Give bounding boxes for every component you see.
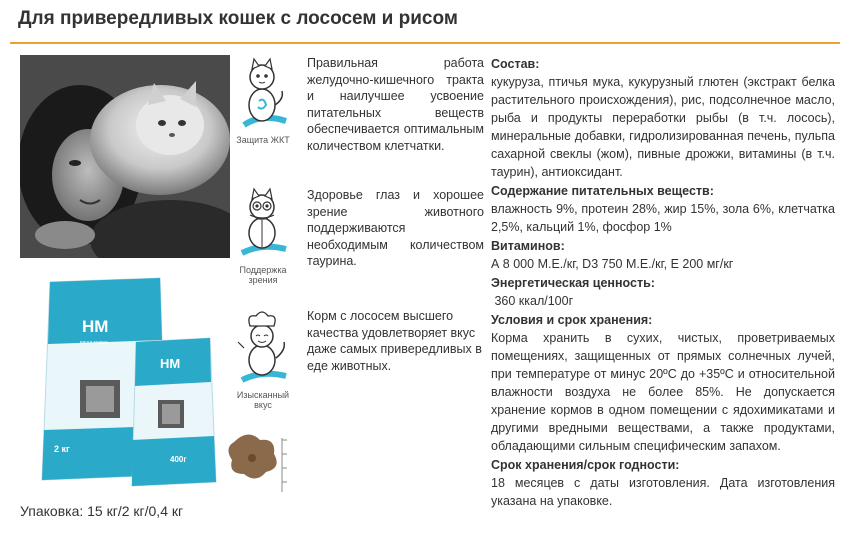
- title-divider: [10, 42, 840, 44]
- small-package-weight: 400г: [170, 455, 187, 464]
- vitamins-title: Витаминов:: [491, 239, 565, 253]
- woman-with-cat-photo: [20, 55, 230, 258]
- storage-title: Условия и срок хранения:: [491, 313, 653, 327]
- vitamins-text: А 8 000 М.Е./кг, D3 750 М.Е./кг, Е 200 мг/кг: [491, 257, 734, 271]
- shelf-life-title: Срок хранения/срок годности:: [491, 458, 680, 472]
- shelf-life-text: 18 месяцев с даты изготовления. Дата изготовления указана на упаковке.: [491, 476, 835, 508]
- page-title: Для привередливых кошек с лососем и рисом: [18, 8, 458, 29]
- feature-text: Здоровье глаз и хорошее зрение животного поддерживаются необходимым количеством таурина.: [307, 188, 484, 268]
- energy-text: 360 ккал/100г: [491, 294, 574, 308]
- storage-text: Корма хранить в сухих, чистых, проветриваемых помещениях, защищенных от прямых солнечных лучей, при температуре от минус 20ºС до +35ºС и относительной влажности воздуха не более 85%. Не допускается хранение кормов в одном помещении с ядохимикатами и другими вредными веществами, а также продуктами, обладающими сильным специфическим запахом.: [491, 331, 835, 453]
- energy-title: Энергетическая ценность:: [491, 276, 655, 290]
- nutrients-title: Содержание питательных веществ:: [491, 184, 714, 198]
- feature-caption: Защита ЖКТ: [236, 135, 290, 145]
- composition-text: кукуруза, птичья мука, кукурузный глютен (экстракт белка растительного происхождения), рис, подсолнечное масло, рыба и продукты переработки рыбы (в т.ч. лосось), минеральные добавки, гидролизированная печень, пульпа сахарной свеклы (жом), пивные дрожжи, витамины (в т.ч. таурин), антиоксидант.: [491, 75, 835, 179]
- large-package-brand-sub: ваша марка: [80, 340, 108, 346]
- product-info: [491, 56, 835, 512]
- kibble-sample: [228, 434, 287, 492]
- composition-title: Состав:: [491, 57, 540, 71]
- packaging-sizes: Упаковка: 15 кг/2 кг/0,4 кг: [20, 503, 184, 519]
- small-package-brand: HM: [160, 356, 181, 371]
- feature-text: Правильная работа желудочно-кишечного тракта и наилучшее усвоение питательных веществ обеспечивается оптимальным количеством клетчатки.: [307, 56, 484, 153]
- feature-caption: Поддержка зрения: [239, 265, 287, 285]
- feature-text: Корм с лососем высшего качества удовлетворяет вкус даже самых привередливых в еде животных.: [307, 309, 482, 373]
- large-package-weight: 2 кг: [54, 444, 70, 454]
- photo-illustration: [20, 55, 230, 258]
- nutrients-text: влажность 9%, протеин 28%, жир 15%, зола 6%, клетчатка 2,5%, кальций 1%, фосфор 1%: [491, 202, 835, 234]
- large-package-brand: HM: [82, 317, 109, 336]
- feature-caption: Изысканный вкус: [236, 390, 290, 410]
